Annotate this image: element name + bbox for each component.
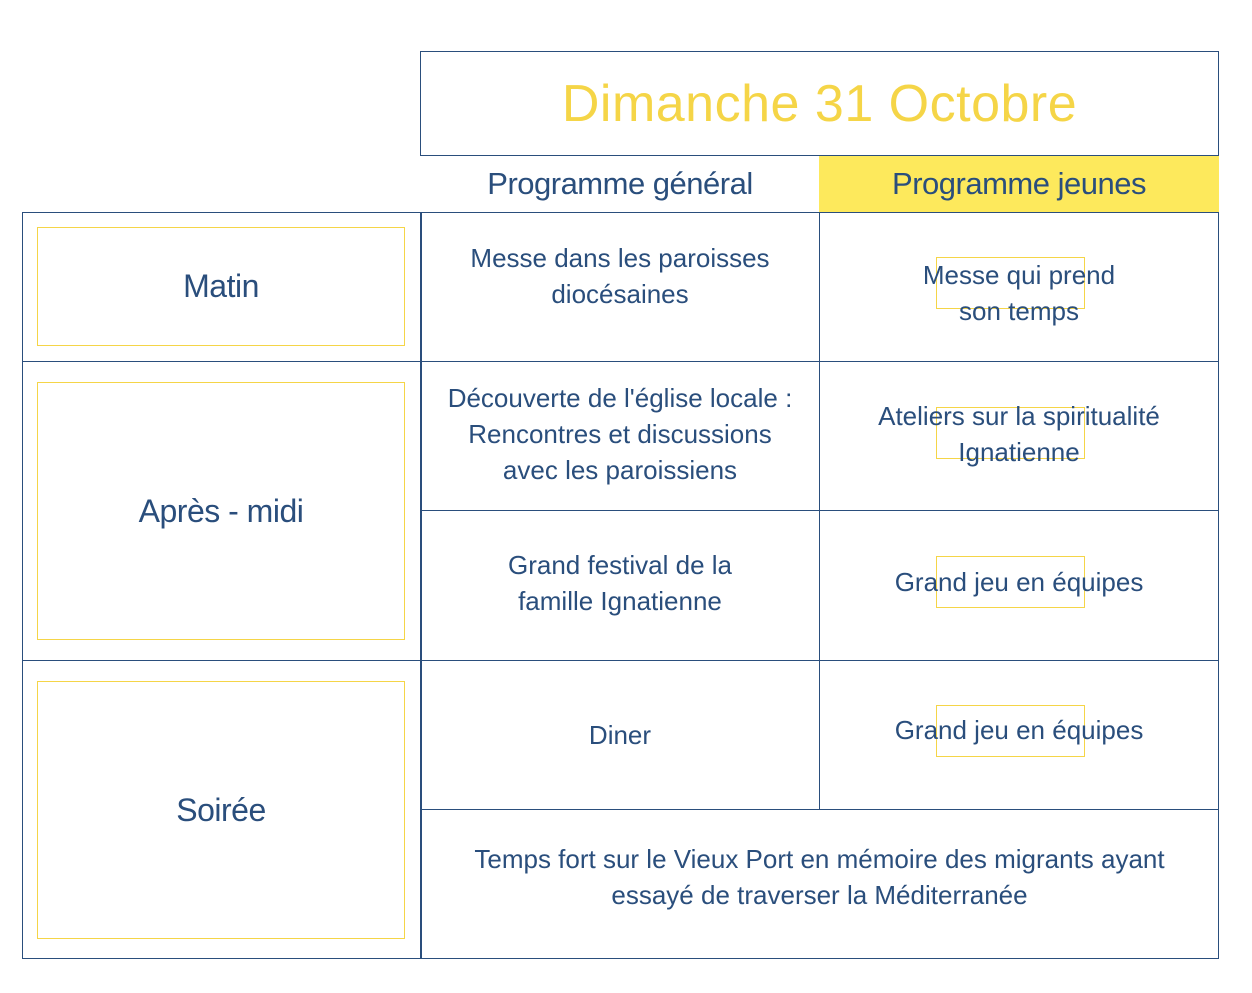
column-header-youth-label: Programme jeunes (892, 166, 1146, 201)
period-box-morning (37, 227, 405, 346)
text-line: Ateliers sur la spiritualité (878, 401, 1160, 431)
period-cell-morning (22, 212, 422, 362)
period-box-afternoon (37, 382, 405, 640)
text-line: Ignatienne (958, 437, 1080, 467)
cell-evening1-youth (819, 660, 1219, 810)
cell-afternoon2-youth (819, 510, 1219, 661)
text-line: diocésaines (551, 279, 689, 309)
period-cell-evening (22, 660, 422, 959)
text-line: Rencontres et discussions (468, 419, 772, 449)
column-header-youth (819, 156, 1219, 212)
cell-morning-youth (819, 212, 1219, 362)
text-line: son temps (959, 296, 1079, 326)
cell-afternoon1-general (420, 361, 820, 511)
text-line: Grand festival de la (507, 549, 732, 580)
text-line: famille Ignatienne (518, 585, 722, 616)
text-line: Diner (588, 720, 652, 750)
cell-evening1-general (420, 660, 820, 810)
text-line: essayé de traverser la Méditerranée (611, 880, 1028, 910)
cell-evening2-shared (420, 809, 1219, 959)
column-header-general-label: Programme général (487, 166, 753, 201)
period-cell-afternoon (22, 361, 422, 661)
text-line: Grand jeu en équipes (894, 715, 1144, 745)
period-box-evening (37, 681, 405, 939)
cell-afternoon2-general (420, 510, 820, 661)
text-line: Messe qui prend (922, 260, 1116, 290)
text-line: avec les paroissiens (502, 455, 738, 485)
cell-afternoon1-youth (819, 361, 1219, 511)
text-line: Messe dans les paroisses (470, 243, 770, 273)
text-line: Temps fort sur le Vieux Port en mémoire des migrants ayant (474, 844, 1165, 874)
period-label-morning: Matin (183, 268, 259, 304)
day-title: Dimanche 31 Octobre (561, 74, 1078, 133)
text-line: Grand jeu en équipes (894, 566, 1144, 597)
day-title-box (420, 51, 1219, 156)
period-label-evening: Soirée (176, 791, 266, 828)
text-line: Découverte de l'église locale : (447, 383, 793, 413)
column-header-general (420, 156, 820, 212)
period-label-afternoon: Après - midi (138, 492, 304, 529)
cell-morning-general (420, 212, 820, 362)
